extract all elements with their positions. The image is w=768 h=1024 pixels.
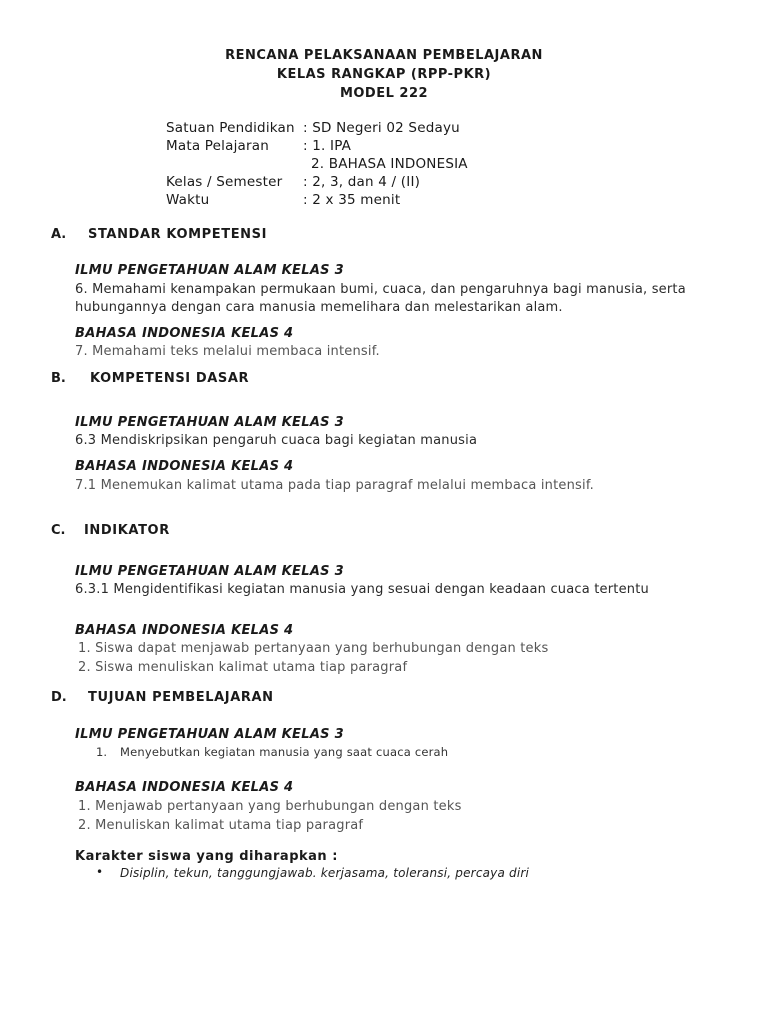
info-label: Kelas / Semester	[166, 174, 283, 190]
section-a-bi-line1: 7. Memahami teks melalui membaca intensif.	[75, 344, 380, 359]
section-d-ipa-number: 1.	[96, 745, 107, 759]
info-label: Satuan Pendidikan	[166, 120, 295, 136]
section-d-bi-heading: BAHASA INDONESIA KELAS 4	[75, 780, 294, 795]
section-c-title: INDIKATOR	[84, 523, 170, 538]
doc-title-line2: KELAS RANGKAP (RPP-PKR)	[276, 67, 492, 82]
section-c-ipa-heading: ILMU PENGETAHUAN ALAM KELAS 3	[75, 564, 345, 579]
info-value: : 2 x 35 menit	[303, 192, 401, 208]
section-d-bi-line1: 1. Menjawab pertanyaan yang berhubungan dengan teks	[78, 799, 462, 814]
section-a-ipa-line2: hubungannya dengan cara manusia memelihara dan melestarikan alam.	[75, 300, 563, 315]
doc-title-line3: MODEL 222	[339, 86, 429, 101]
info-value: : 2, 3, dan 4 / (II)	[303, 174, 421, 190]
info-row-mapel	[166, 138, 351, 154]
section-a-ipa-heading: ILMU PENGETAHUAN ALAM KELAS 3	[75, 263, 345, 278]
section-b-letter: B.	[51, 371, 66, 386]
section-d-letter: D.	[51, 690, 67, 705]
info-row-waktu	[166, 192, 400, 208]
info-row-mapel-2	[166, 156, 468, 172]
karakter-heading: Karakter siswa yang diharapkan :	[75, 849, 338, 864]
section-b-ipa-line1: 6.3 Mendiskripsikan pengaruh cuaca bagi kegiatan manusia	[75, 433, 478, 448]
section-d-title: TUJUAN PEMBELAJARAN	[88, 690, 274, 705]
info-value: : SD Negeri 02 Sedayu	[303, 120, 460, 136]
section-b-title: KOMPETENSI DASAR	[90, 371, 250, 386]
karakter-text: Disiplin, tekun, tanggungjawab. kerjasama, toleransi, percaya diri	[120, 866, 530, 880]
section-a-letter: A.	[51, 227, 67, 242]
info-value: 2. BAHASA INDONESIA	[311, 156, 468, 172]
karakter-bullet: •	[96, 865, 104, 879]
info-row-kelas	[166, 174, 420, 190]
info-label: Waktu	[166, 192, 210, 208]
section-c-bi-heading: BAHASA INDONESIA KELAS 4	[75, 623, 294, 638]
section-c-letter: C.	[51, 523, 66, 538]
section-c-ipa-line1: 6.3.1 Mengidentifikasi kegiatan manusia yang sesuai dengan keadaan cuaca tertentu	[75, 582, 649, 597]
section-a-bi-heading: BAHASA INDONESIA KELAS 4	[75, 326, 294, 341]
section-b-bi-line1: 7.1 Menemukan kalimat utama pada tiap paragraf melalui membaca intensif.	[75, 478, 595, 493]
info-label: Mata Pelajaran	[166, 138, 269, 154]
info-value: : 1. IPA	[303, 138, 352, 154]
info-row-satuan	[166, 120, 460, 136]
section-a-title: STANDAR KOMPETENSI	[88, 227, 268, 242]
doc-title-line1: RENCANA PELAKSANAAN PEMBELAJARAN	[225, 48, 543, 63]
section-d-ipa-line1: Menyebutkan kegiatan manusia yang saat cuaca cerah	[120, 745, 449, 759]
section-a-ipa-line1: 6. Memahami kenampakan permukaan bumi, cuaca, dan pengaruhnya bagi manusia, serta	[75, 282, 686, 297]
section-b-ipa-heading: ILMU PENGETAHUAN ALAM KELAS 3	[75, 415, 345, 430]
section-c-bi-line1: 1. Siswa dapat menjawab pertanyaan yang berhubungan dengan teks	[78, 641, 549, 656]
section-d-bi-line2: 2. Menuliskan kalimat utama tiap paragraf	[78, 818, 364, 833]
section-b-bi-heading: BAHASA INDONESIA KELAS 4	[75, 459, 294, 474]
section-d-ipa-heading: ILMU PENGETAHUAN ALAM KELAS 3	[75, 727, 345, 742]
section-c-bi-line2: 2. Siswa menuliskan kalimat utama tiap paragraf	[78, 660, 408, 675]
